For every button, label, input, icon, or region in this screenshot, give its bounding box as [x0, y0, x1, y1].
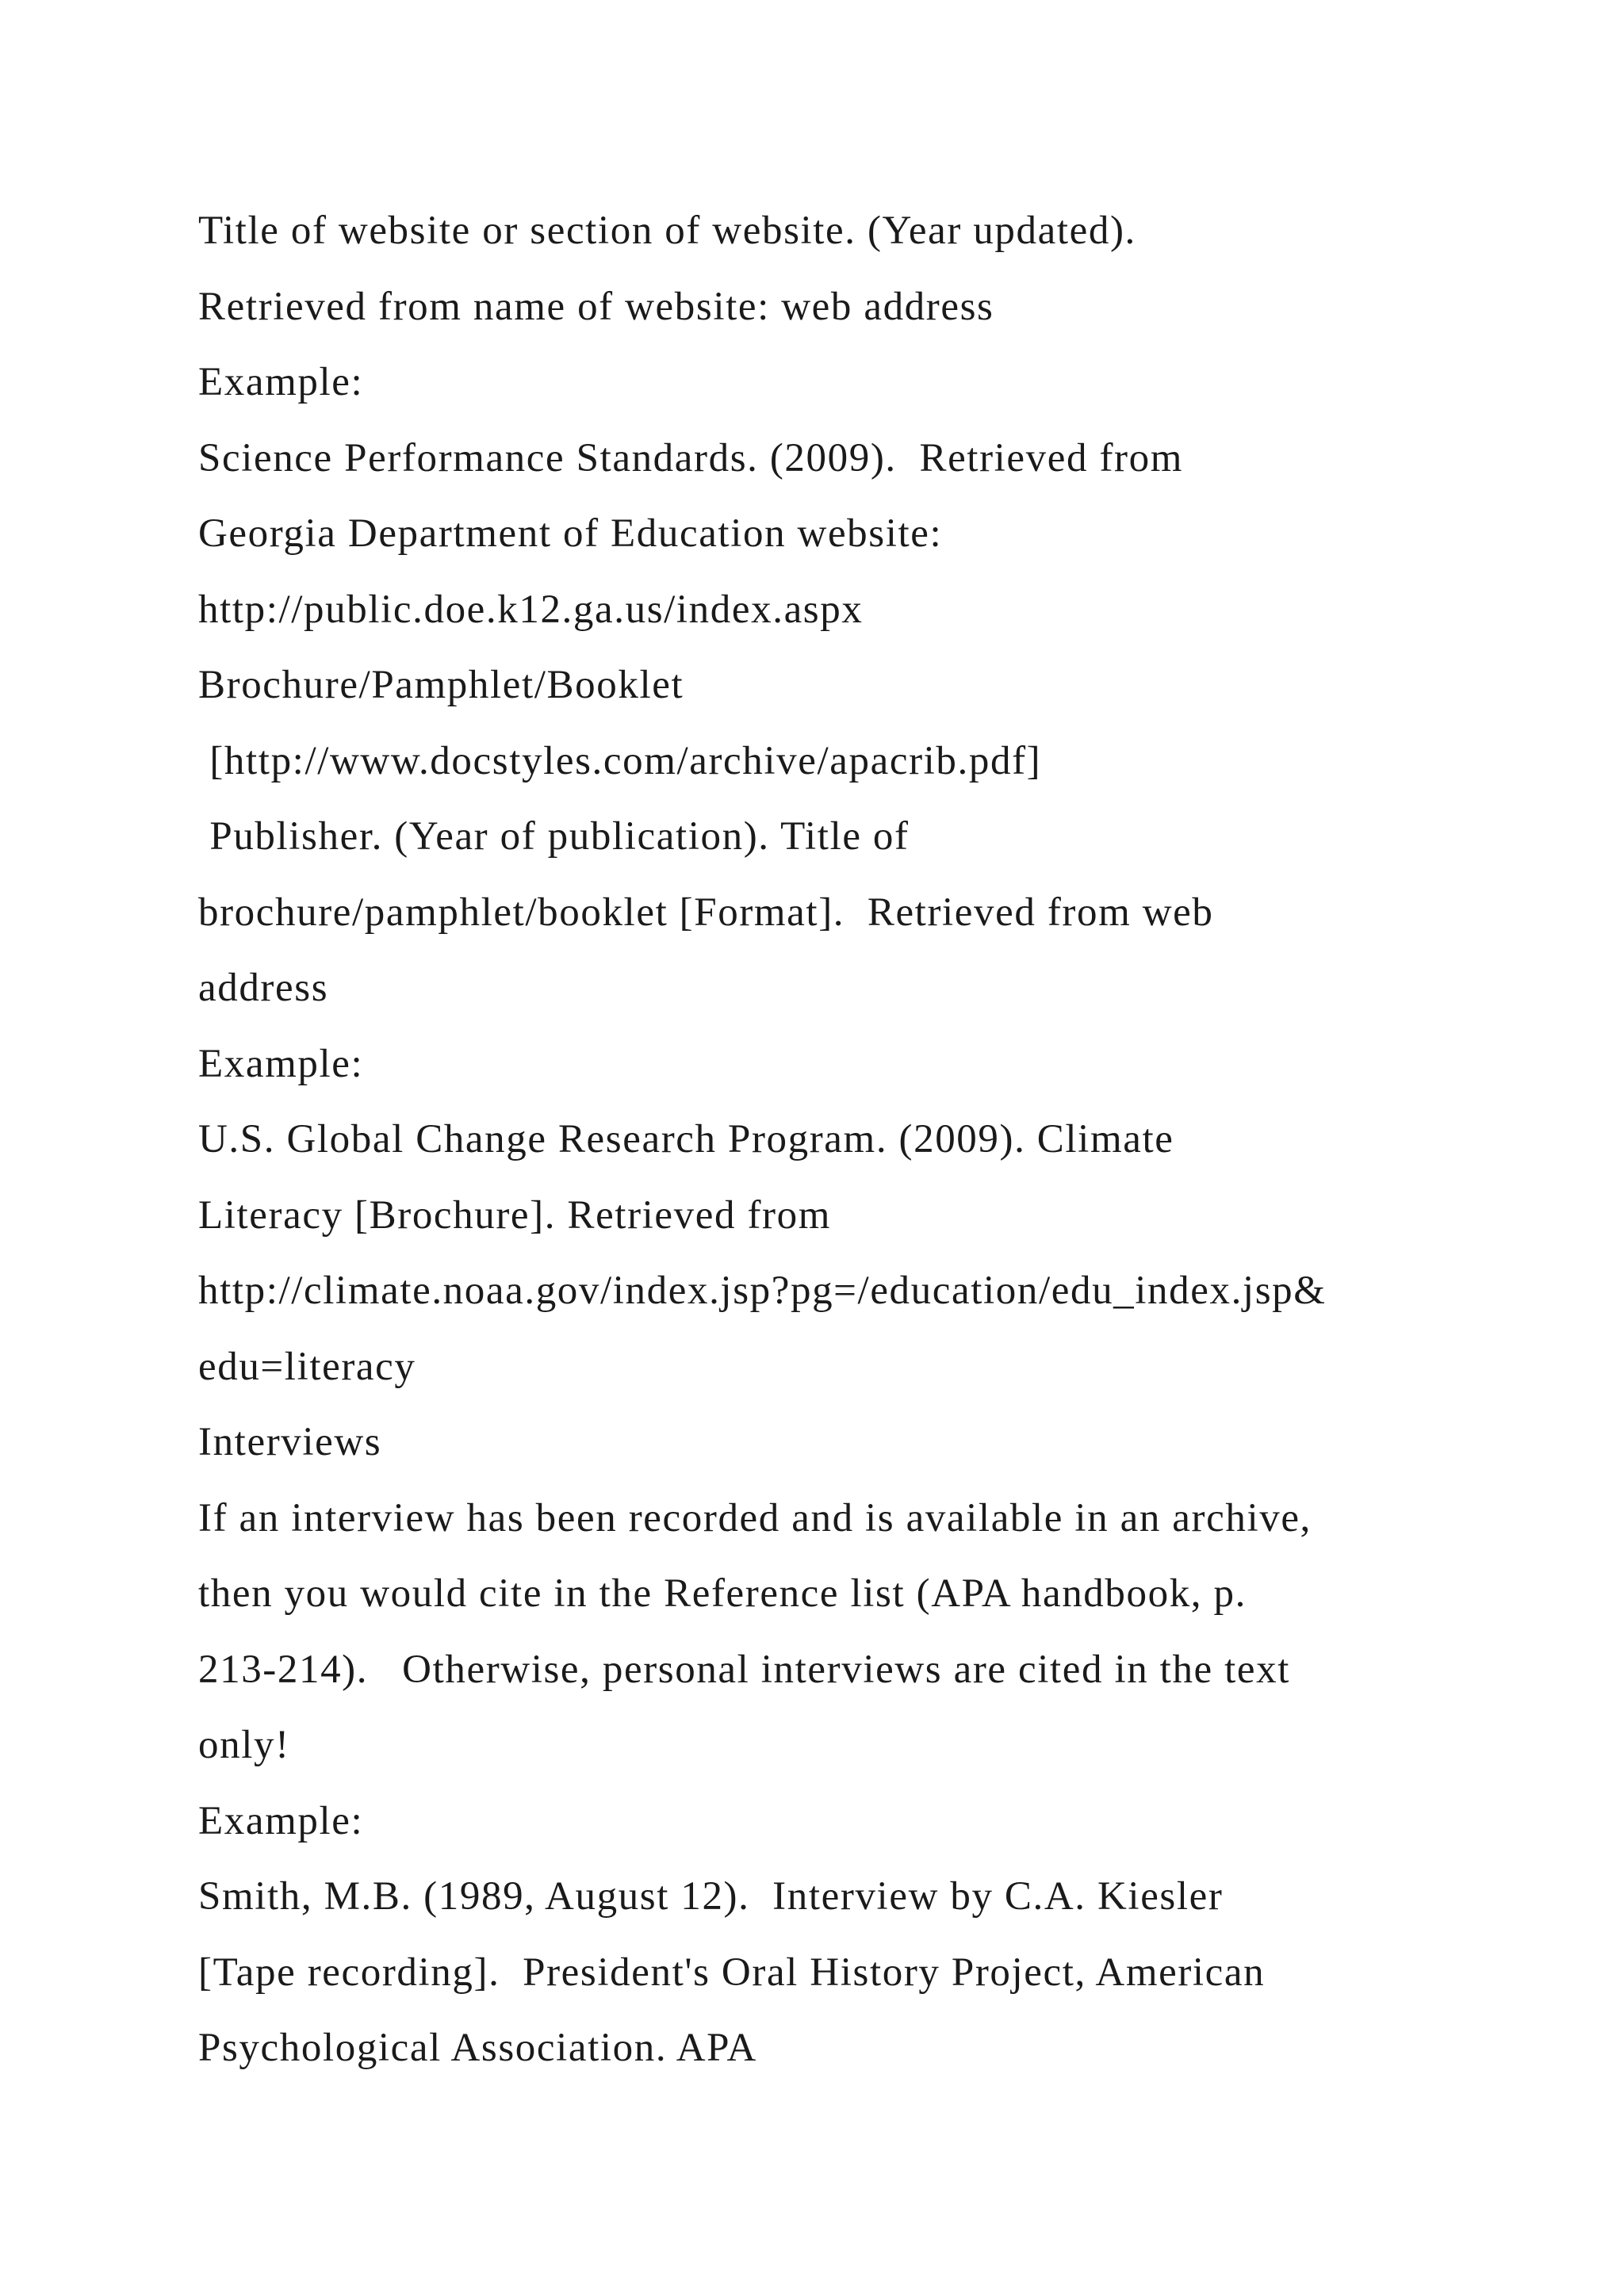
interviews-heading: Interviews	[198, 1420, 382, 1464]
example-label: Example:	[198, 360, 364, 404]
website-example-url: http://public.doe.k12.ga.us/index.aspx	[198, 587, 864, 632]
brochure-format-line-2: brochure/pamphlet/booklet [Format]. Retrieved from web	[198, 890, 1214, 935]
interview-example-line-2: [Tape recording]. President's Oral History Project, American	[198, 1950, 1266, 1995]
website-format-line-2: Retrieved from name of website: web address	[198, 284, 994, 329]
website-example-line-2: Georgia Department of Education website:	[198, 511, 943, 556]
brochure-example-url-cont: edu=literacy	[198, 1344, 416, 1389]
example-label: Example:	[198, 1041, 364, 1086]
brochure-format-line-3: address	[198, 966, 329, 1010]
interviews-text-line-2: then you would cite in the Reference list (APA handbook, p.	[198, 1571, 1247, 1616]
interviews-text-line-1: If an interview has been recorded and is available in an archive,	[198, 1495, 1312, 1540]
interviews-text-line-4: only!	[198, 1723, 290, 1767]
interviews-text-line-3: 213-214). Otherwise, personal interviews are cited in the text	[198, 1647, 1291, 1692]
interview-example-line-3: Psychological Association. APA	[198, 2026, 757, 2070]
brochure-example-url: http://climate.noaa.gov/index.jsp?pg=/education/edu_index.jsp&	[198, 1269, 1327, 1313]
document-body	[198, 193, 1515, 2087]
website-format-line-1: Title of website or section of website. (Year updated).	[198, 209, 1136, 253]
example-label: Example:	[198, 1798, 364, 1843]
brochure-example-line-2: Literacy [Brochure]. Retrieved from	[198, 1192, 831, 1238]
interview-example-line-1: Smith, M.B. (1989, August 12). Interview by C.A. Kiesler	[198, 1874, 1224, 1919]
brochure-source-url: [http://www.docstyles.com/archive/apacrib.pdf]	[198, 738, 1042, 783]
brochure-heading: Brochure/Pamphlet/Booklet	[198, 663, 684, 707]
brochure-format-line-1: Publisher. (Year of publication). Title of	[198, 814, 910, 859]
brochure-example-line-1: U.S. Global Change Research Program. (2009). Climate	[198, 1117, 1174, 1161]
website-example-line-1: Science Performance Standards. (2009). Retrieved from	[198, 435, 1183, 480]
